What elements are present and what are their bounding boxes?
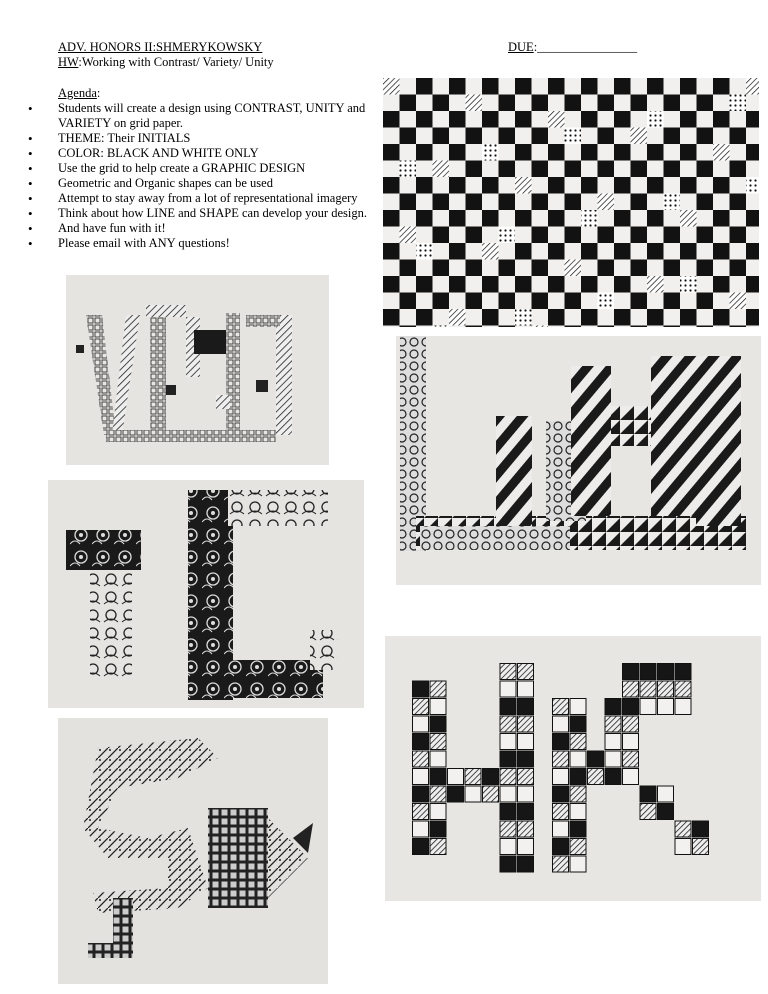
agenda-item: • And have fun with it! <box>22 221 382 236</box>
agenda <box>22 86 382 251</box>
agenda-title: Agenda: <box>58 86 101 100</box>
photo-leh-design <box>396 336 761 585</box>
due-blank: :________________ <box>533 40 638 54</box>
agenda-item: • Geometric and Organic shapes can be used <box>22 176 382 191</box>
agenda-item: • Think about how LINE and SHAPE can develop your design. <box>22 206 382 221</box>
photo-checkerboard-design <box>383 78 759 327</box>
due-label: DUE <box>508 40 534 54</box>
due-date <box>508 40 637 55</box>
hw-text: :Working with Contrast/ Variety/ Unity <box>78 55 274 69</box>
agenda-item: • Students will create a design using CONTRAST, UNITY and <box>22 101 382 116</box>
photo-hk-design <box>385 636 761 901</box>
agenda-item: • Please email with ANY questions! <box>22 236 382 251</box>
agenda-item-continuation: VARIETY on grid paper. <box>58 116 183 130</box>
hw-label: HW <box>58 55 79 69</box>
photo-sg-design <box>58 718 328 984</box>
course-title: ADV. HONORS II:SHMERYKOWSKY <box>58 40 263 54</box>
photo-vm-design <box>66 275 329 465</box>
agenda-item: • COLOR: BLACK AND WHITE ONLY <box>22 146 382 161</box>
header-left <box>58 40 274 70</box>
homework-line <box>58 55 274 70</box>
photo-tc-design <box>48 480 364 708</box>
agenda-item: • Attempt to stay away from a lot of representational imagery <box>22 191 382 206</box>
agenda-item: • Use the grid to help create a GRAPHIC DESIGN <box>22 161 382 176</box>
agenda-list <box>22 101 382 251</box>
agenda-item: • THEME: Their INITIALS <box>22 131 382 146</box>
